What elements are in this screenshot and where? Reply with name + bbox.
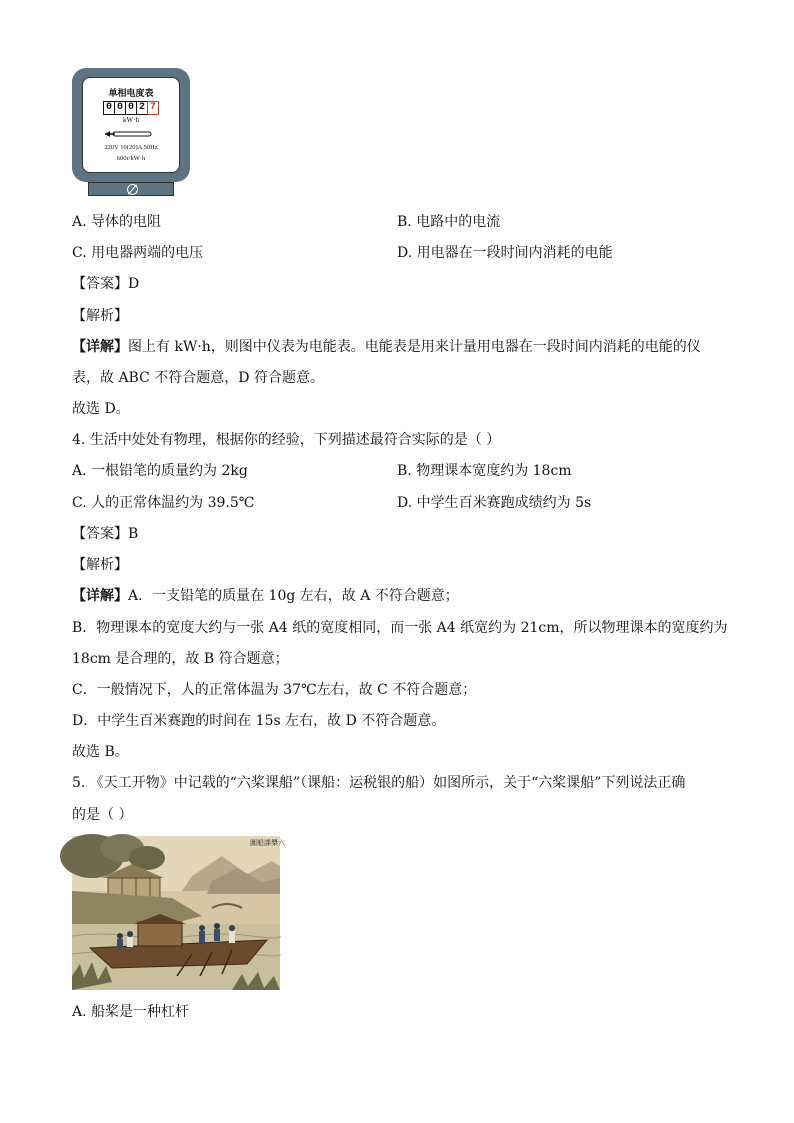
q3-detail-line-2: 表，故 ABC 不符合题意，D 符合题意。 [72,370,324,386]
meter-terminal-box [88,182,174,196]
meter-face [82,77,180,173]
q4-detail-a [72,586,459,606]
meter-digit: 2 [136,101,148,115]
meter-digit: 0 [125,101,137,115]
q4-option-b: B. 物理课本宽度约为 18cm [397,463,572,479]
q5-stem-line-1: 5. 《天工开物》中记载的“六桨课船”（课船：运税银的船）如图所示，关于“六桨课船”下列说法正确 [72,775,686,791]
q3-analysis-heading: 【解析】 [72,308,128,324]
q5-option-a: A. 船桨是一种杠杆 [72,1004,190,1020]
q3-option-c: C. 用电器两端的电压 [72,245,204,261]
q4-option-c: C. 人的正常体温约为 39.5℃ [72,495,255,511]
meter-digit: 0 [114,101,126,115]
meter-disk-arrow-icon [105,130,157,138]
detail-tag: 【详解】 [72,588,128,604]
meter-casing [72,68,190,182]
q3-choice: 故选 D。 [72,401,130,417]
meter-unit: kW·h [123,116,139,124]
q4-detail-b-line-1: B．物理课本的宽度大约与一张 A4 纸的宽度相同，而一张 A4 纸宽约为 21cm，所以物理课本的宽度约为 [72,620,728,636]
q3-option-d: D. 用电器在一段时间内消耗的电能 [397,245,613,261]
q4-option-a: A. 一根铅笔的质量约为 2kg [72,463,248,479]
q3-option-b: B. 电路中的电流 [397,214,501,230]
q4-detail-d: D．中学生百米赛跑的时间在 15s 左右，故 D 不符合题意。 [72,713,446,729]
q3-answer: 【答案】D [72,276,140,292]
painting-caption: 圖船課槳六 [250,839,285,847]
meter-digit: 0 [103,101,115,115]
six-oar-boat-painting [72,836,285,990]
detail-tag: 【详解】 [72,339,128,355]
q3-detail-line-1 [72,337,701,357]
meter-spec: 220V 10(20)A 50Hz [104,144,158,151]
q4-detail-c: C．一般情况下，人的正常体温为 37℃左右，故 C 不符合题意； [72,682,477,698]
seal-icon [127,184,138,195]
q4-answer: 【答案】B [72,526,139,542]
q4-choice: 故选 B。 [72,744,129,760]
q4-analysis-heading: 【解析】 [72,557,128,573]
q3-option-a: A. 导体的电阻 [72,214,162,230]
detail-text: 图上有 kW·h，则图中仪表为电能表。电能表是用来计量用电器在一段时间内消耗的电能的仪 [128,339,701,355]
meter-revolutions: 600r/kW·h [116,155,146,162]
detail-text: A．一支铅笔的质量在 10g 左右，故 A 不符合题意； [128,588,459,604]
meter-reading [103,101,158,115]
electric-meter-figure [72,68,190,198]
q4-option-d: D. 中学生百米赛跑成绩约为 5s [397,495,592,511]
q4-stem: 4. 生活中处处有物理，根据你的经验，下列描述最符合实际的是（ ） [72,432,501,448]
meter-digit-decimal: 7 [147,101,159,115]
q4-detail-b-line-2: 18cm 是合理的，故 B 符合题意； [72,651,289,667]
q5-stem-line-2: 的是（ ） [72,807,133,823]
meter-title: 单相电度表 [108,88,154,98]
